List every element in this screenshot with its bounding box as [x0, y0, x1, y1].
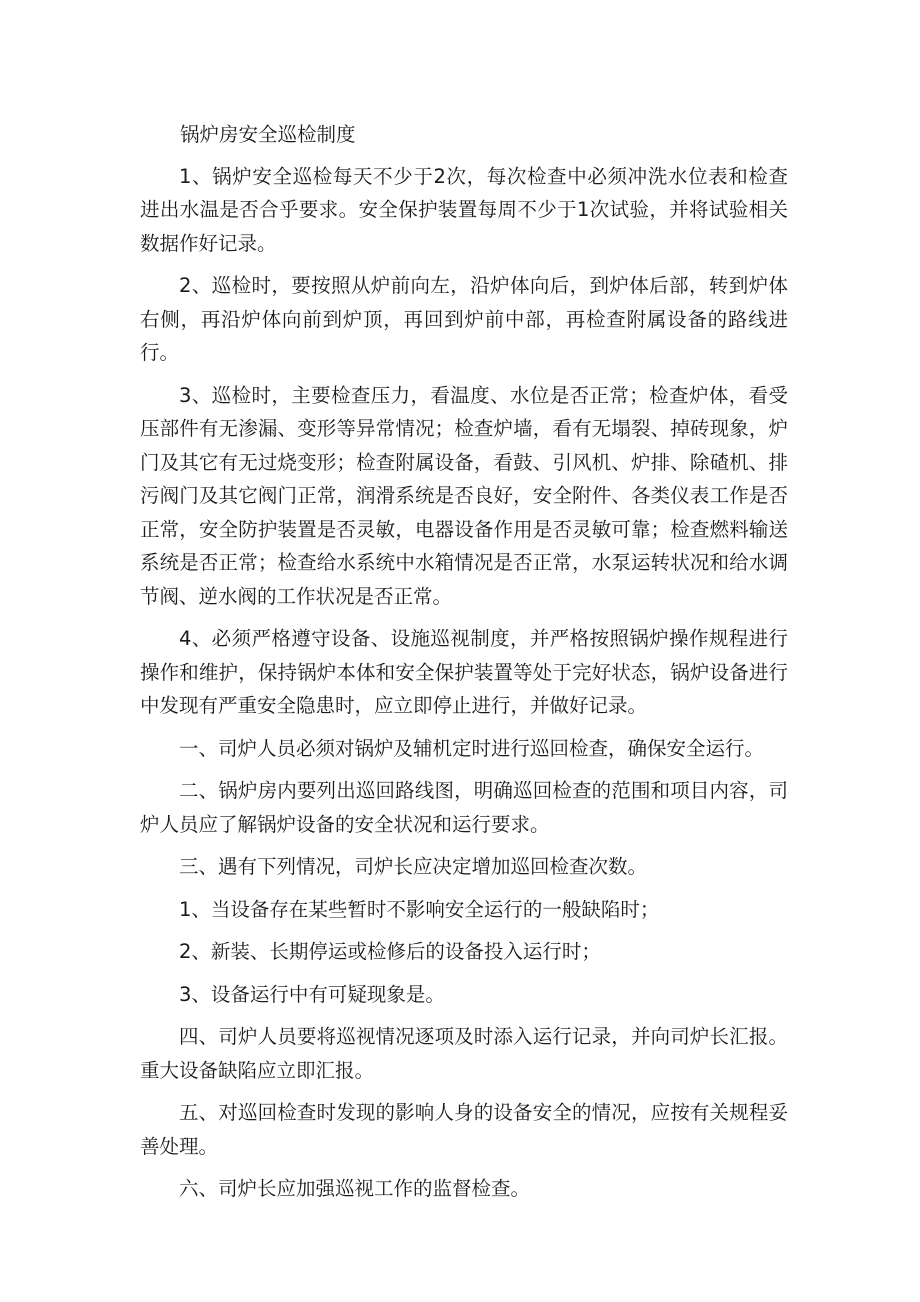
- paragraph-9: 2、新装、长期停运或检修后的设备投入运行时；: [179, 940, 601, 963]
- paragraph-1: 1、锅炉安全巡检每天不少于2次，每次检查中必须冲洗水位表和检查进出水温是否合乎要求。安全保护装置每周不少于1次试验，并将试验相关数据作好记录。: [140, 164, 788, 255]
- document-title: 锅炉房安全巡检制度: [180, 123, 356, 146]
- document-body: [140, 118, 788, 1215]
- paragraph-8: 1、当设备存在某些暂时不影响安全运行的一般缺陷时；: [179, 897, 660, 921]
- paragraph-2: 2、巡检时，要按照从炉前向左，沿炉体向后，到炉体后部，转到炉体右侧，再沿炉体向前到炉顶，再回到炉前中部，再检查附属设备的路线进行。: [140, 274, 788, 364]
- paragraph-3: 3、巡检时，主要检查压力，看温度、水位是否正常；检查炉体，看受压部件有无渗漏、变形等异常情况；检查炉墙，看有无塌裂、掉砖现象，炉门及其它有无过烧变形；检查附属设备，看鼓、引风机、炉排、除碴机、排污阀门及其它阀门正常，润滑系统是否良好，安全附件、各类仪表工作是否正常，安全防护装置是否灵敏，电器设备作用是否灵敏可靠；检查燃料输送系统是否正常；检查给水系统中水箱情况是否正常，水泵运转状况和给水调节阀、逆水阀的工作状况是否正常。: [140, 383, 788, 608]
- paragraph-6: 二、锅炉房内要列出巡回路线图，明确巡回检查的范围和项目内容，司炉人员应了解锅炉设备的安全状况和运行要求。: [140, 779, 788, 836]
- paragraph-7: 三、遇有下列情况，司炉长应决定增加巡回检查次数。: [179, 855, 648, 878]
- paragraph-4: 4、必须严格遵守设备、设施巡视制度，并严格按照锅炉操作规程进行操作和维护，保持锅炉本体和安全保护装置等处于完好状态，锅炉设备进行中发现有严重安全隐患时，应立即停止进行，并做好记录。: [140, 627, 788, 717]
- paragraph-13: 六、司炉长应加强巡视工作的监督检查。: [179, 1177, 531, 1200]
- paragraph-5: 一、司炉人员必须对锅炉及辅机定时进行巡回检查，确保安全运行。: [179, 736, 765, 760]
- paragraph-10: 3、设备运行中有可疑现象是。: [179, 982, 445, 1006]
- paragraph-12: 五、对巡回检查时发现的影响人身的设备安全的情况，应按有关规程妥善处理。: [140, 1101, 788, 1158]
- paragraph-11: 四、司炉人员要将巡视情况逐项及时添入运行记录，并向司炉长汇报。重大设备缺陷应立即汇报。: [140, 1025, 788, 1082]
